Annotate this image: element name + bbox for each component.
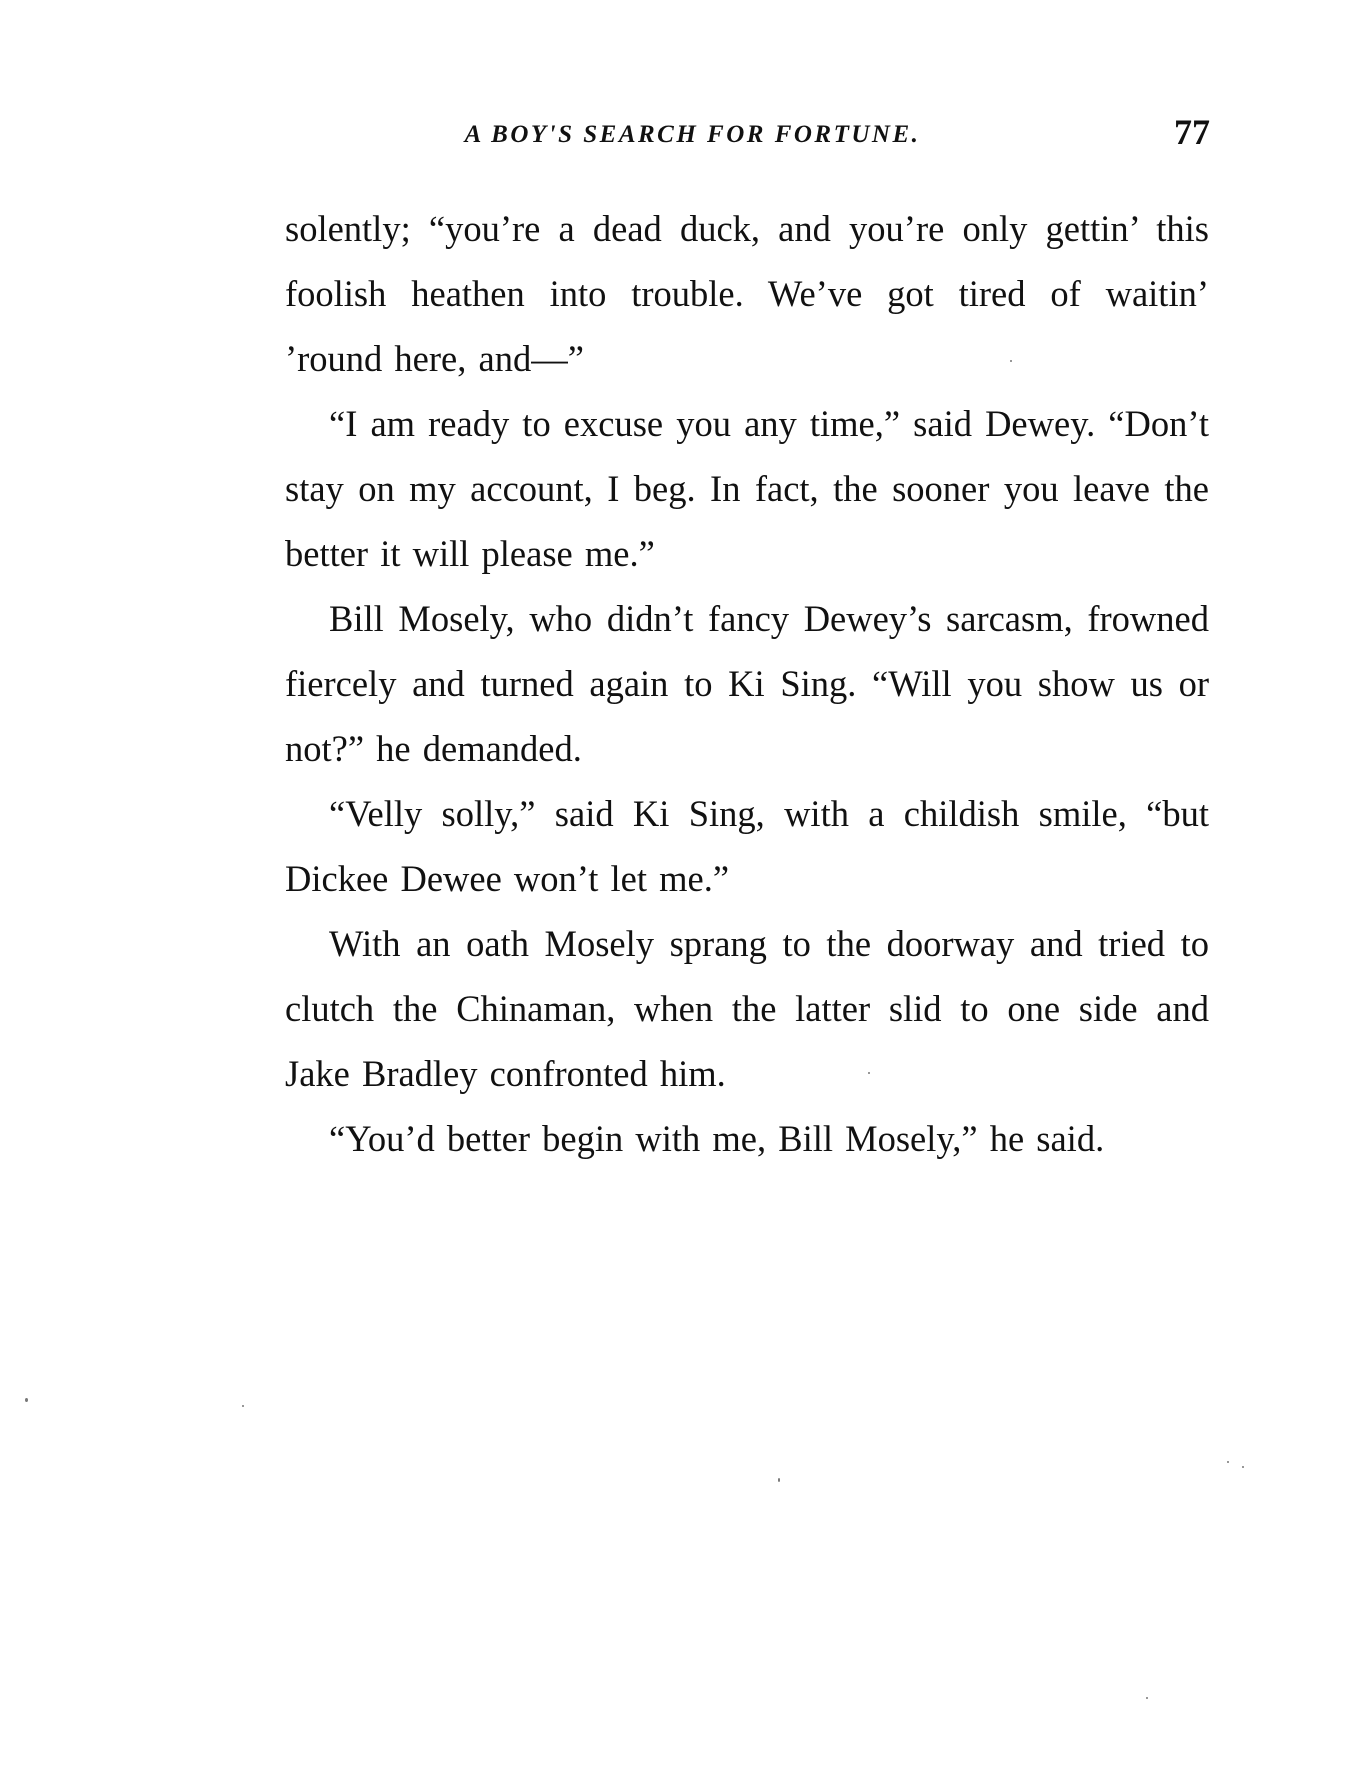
running-head [285, 112, 1210, 162]
page-number: 77 [1174, 112, 1210, 152]
scan-speck [242, 1405, 244, 1407]
scan-speck [1242, 1466, 1244, 1468]
scan-speck [25, 1398, 28, 1402]
paragraph: “I am ready to excuse you any time,” said Dewey. “Don’t stay on my account, I beg. In fact, the sooner you leave the better it will please me.” [285, 403, 1209, 574]
scan-speck [778, 1478, 780, 1482]
scan-speck [868, 1072, 870, 1074]
paragraph: Bill Mosely, who didn’t fancy Dewey’s sarcasm, frowned fiercely and turned again to Ki Sing. “Will you show us or not?” he demanded. [285, 598, 1209, 769]
paragraph: With an oath Mosely sprang to the doorway and tried to clutch the Chinaman, when the latter slid to one side and Jake Bradley confronted him. [285, 923, 1209, 1094]
scan-speck [1010, 360, 1012, 362]
scan-speck [1146, 1697, 1148, 1699]
body-text [285, 196, 1209, 1171]
paragraph: “Velly solly,” said Ki Sing, with a childish smile, “but Dickee Dewee won’t let me.” [285, 793, 1209, 899]
paragraph: solently; “you’re a dead duck, and you’re only gettin’ this foolish heathen into trouble. We’ve got tired of waitin’ ’round here, and—” [285, 208, 1209, 379]
paragraph: “You’d better begin with me, Bill Mosely,” he said. [329, 1118, 1105, 1159]
scan-speck [1227, 1461, 1229, 1463]
running-title: A BOY'S SEARCH FOR FORTUNE. [464, 121, 921, 148]
